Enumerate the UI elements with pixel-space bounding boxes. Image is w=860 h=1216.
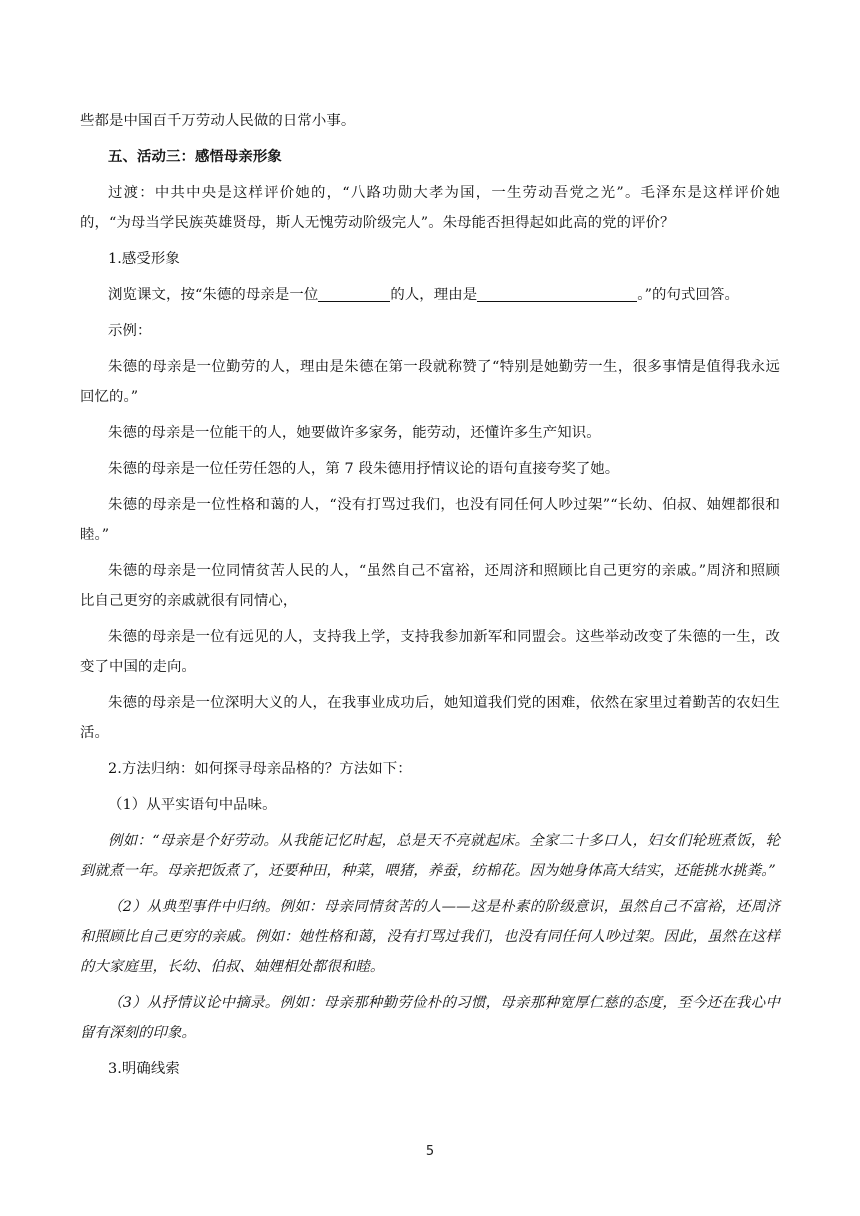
page-number: 5 — [425, 1144, 435, 1159]
example-sympathetic: 朱德的母亲是一位同情贫苦人民的人，“虽然自己不富裕，还周济和照顾比自己更穷的亲戚。”周济和照顾比自己更穷的亲戚就很有同情心， — [80, 563, 780, 609]
subheading-method-summary: 2.方法归纳：如何探寻母亲品格的？方法如下： — [108, 761, 412, 777]
method-3-example: （3）从抒情议论中摘录。例如：母亲那种勤劳俭朴的习惯，母亲那种宽厚仁慈的态度，至今还在我心中留有深刻的印象。 — [80, 995, 780, 1041]
paragraph-transition: 过渡：中共中央是这样评价她的，“八路功勋大孝为国，一生劳动吾党之光”。毛泽东是这样评价她的，“为母当学民族英雄贤母，斯人无愧劳动阶级完人”。朱母能否担得起如此高的党的评价？ — [80, 185, 780, 231]
method-1-heading: （1）从平实语句中品味。 — [108, 797, 277, 813]
subheading-feel-image: 1.感受形象 — [108, 251, 180, 267]
paragraph-instruction — [80, 280, 780, 310]
subheading-clarify-clue: 3.明确线索 — [108, 1061, 180, 1077]
document-body — [80, 106, 780, 1090]
section-heading-activity-three: 五、活动三：感悟母亲形象 — [108, 148, 282, 165]
example-righteous: 朱德的母亲是一位深明大义的人，在我事业成功后，她知道我们党的困难，依然在家里过着勤苦的农妇生活。 — [80, 695, 780, 741]
example-hardworking: 朱德的母亲是一位勤劳的人，理由是朱德在第一段就称赞了“特别是她勤劳一生，很多事情是值得我永远回忆的。” — [80, 359, 780, 405]
example-capable: 朱德的母亲是一位能干的人，她要做许多家务，能劳动，还懂许多生产知识。 — [108, 425, 601, 441]
example-label: 示例： — [108, 323, 152, 339]
instruction-part-2: 的人，理由是 — [390, 287, 478, 303]
example-farsighted: 朱德的母亲是一位有远见的人，支持我上学，支持我参加新军和同盟会。这些举动改变了朱德的一生，改变了中国的走向。 — [80, 629, 780, 675]
method-1-example: 例如：“母亲是个好劳动。从我能记忆时起，总是天不亮就起床。全家二十多口人，妇女们轮班煮饭，轮到就煮一年。母亲把饭煮了，还要种田，种菜，喂猪，养蚕，纺棉花。因为她身体高大结实，还能挑水挑粪。” — [80, 833, 780, 879]
instruction-part-3: 。”的句式回答。 — [637, 287, 739, 303]
fill-blank-reason — [477, 285, 637, 302]
example-kind: 朱德的母亲是一位性格和蔼的人，“没有打骂过我们，也没有同任何人吵过架”“长幼、伯叔、妯娌都很和睦。” — [80, 497, 780, 543]
paragraph-continuation: 些都是中国百千万劳动人民做的日常小事。 — [80, 113, 356, 129]
instruction-part-1: 浏览课文，按“朱德的母亲是一位 — [108, 287, 319, 303]
fill-blank-trait — [318, 285, 390, 302]
example-uncomplaining: 朱德的母亲是一位任劳任怨的人，第 7 段朱德用抒情议论的语句直接夸奖了她。 — [108, 461, 620, 477]
method-2-example: （2）从典型事件中归纳。例如：母亲同情贫苦的人——这是朴素的阶级意识，虽然自己不富裕，还周济和照顾比自己更穷的亲戚。例如：她性格和蔼，没有打骂过我们，也没有同任何人吵过架。因此，虽然在这样的大家庭里，长幼、伯叔、妯娌相处都很和睦。 — [80, 899, 780, 975]
